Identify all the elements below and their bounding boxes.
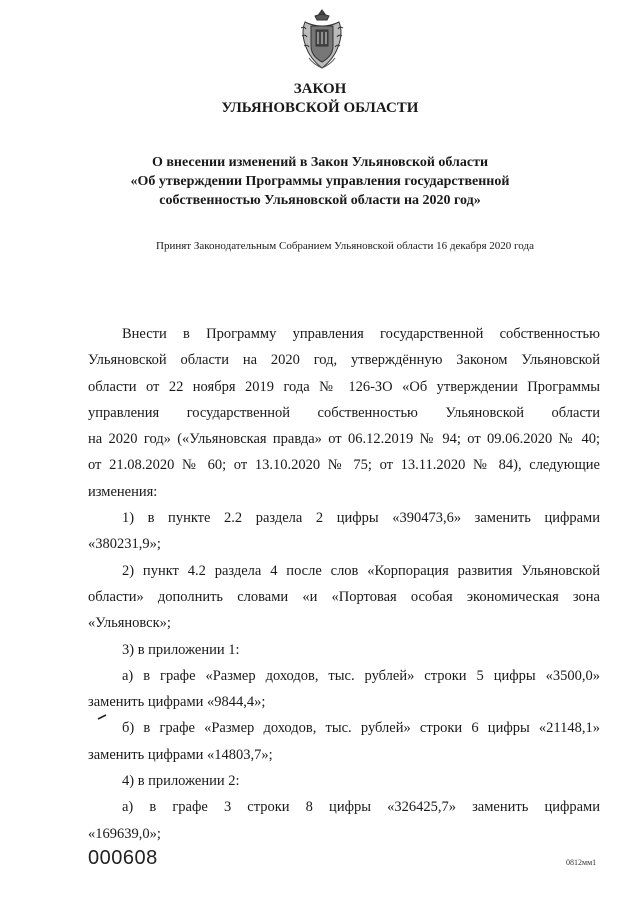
paragraph-item-1 xyxy=(88,505,600,558)
law-title-line2: УЛЬЯНОВСКОЙ ОБЛАСТИ xyxy=(221,100,419,116)
law-subject-line1: О внесении изменений в Закон Ульяновской области xyxy=(151,155,489,170)
text-line: Внести в Программу управления государственной собственностью xyxy=(122,326,600,342)
pen-mark-icon xyxy=(97,714,107,720)
text-line: Ульяновской области на 2020 год, утверждённую Законом Ульяновской xyxy=(88,352,600,369)
text-line: изменения: xyxy=(88,483,158,500)
law-subject-line3: собственностью Ульяновской области на 2020 год» xyxy=(159,193,481,208)
text-line: «380231,9»; xyxy=(88,536,161,553)
text-line: а) в графе 3 строки 8 цифры «326425,7» заменить цифрами xyxy=(122,799,600,816)
law-body xyxy=(88,321,600,847)
paragraph-item-2 xyxy=(88,558,600,637)
paragraph-item-4 xyxy=(88,768,600,794)
law-title-line1: ЗАКОН xyxy=(293,81,347,97)
text-line: 1) в пункте 2.2 раздела 2 цифры «390473,6» заменить цифрами xyxy=(122,510,600,527)
text-line: б) в графе «Размер доходов, тыс. рублей» строки 6 цифры «21148,1» xyxy=(122,720,600,737)
law-subject xyxy=(80,153,560,210)
paragraph-item-4a xyxy=(88,794,600,847)
text-line: а) в графе «Размер доходов, тыс. рублей» строки 5 цифры «3500,0» xyxy=(122,667,600,684)
text-line: управления государственной собственностью Ульяновской области xyxy=(88,404,600,421)
text-line: на 2020 год» («Ульяновская правда» от 06.12.2019 № 94; от 09.06.2020 № 40; xyxy=(88,431,600,448)
paragraph-item-3b xyxy=(88,715,600,768)
text-line: заменить цифрами «14803,7»; xyxy=(88,746,273,763)
text-line: 2) пункт 4.2 раздела 4 после слов «Корпорация развития Ульяновской xyxy=(122,562,600,579)
document-number: 000608 xyxy=(88,847,158,869)
paragraph-intro xyxy=(88,321,600,505)
text-line: заменить цифрами «9844,4»; xyxy=(88,694,266,711)
paragraph-item-3 xyxy=(88,637,600,663)
text-line: области от 22 ноября 2019 года № 126-ЗО «Об утверждении Программы xyxy=(88,378,600,395)
text-line: области» дополнить словами «и «Портовая особая экономическая зона xyxy=(88,588,600,605)
law-subject-line2: «Об утверждении Программы управления государственной xyxy=(130,174,510,189)
law-title xyxy=(0,80,640,118)
coat-of-arms-icon xyxy=(299,8,345,72)
adoption-note: Принят Законодательным Собранием Ульяновской области 16 декабря 2020 года xyxy=(156,240,534,252)
text-line: 4) в приложении 2: xyxy=(122,773,240,790)
document-code: 0812мм1 xyxy=(566,858,597,867)
text-line: «Ульяновск»; xyxy=(88,615,171,632)
paragraph-item-3a xyxy=(88,663,600,716)
text-line: «169639,0»; xyxy=(88,825,161,842)
text-line: от 21.08.2020 № 60; от 13.10.2020 № 75; от 13.11.2020 № 84), следующие xyxy=(88,457,600,474)
text-line: 3) в приложении 1: xyxy=(122,641,240,658)
